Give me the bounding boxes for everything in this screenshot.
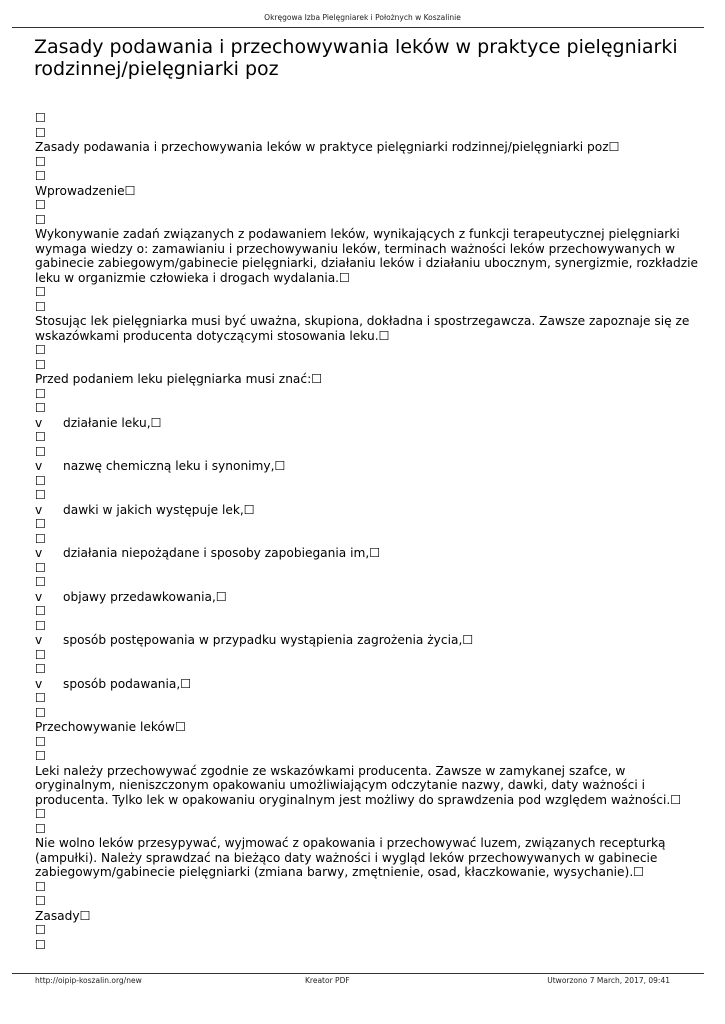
- document-body: [35, 111, 700, 952]
- section-heading-intro: Wprowadzenie☐: [35, 183, 136, 198]
- list-item: [35, 459, 700, 474]
- box-glyph: ☐: [35, 488, 46, 502]
- box-glyph: ☐: [35, 647, 46, 662]
- list-item: [35, 590, 700, 605]
- box-glyph: ☐: [35, 111, 46, 125]
- list-item: [35, 416, 700, 431]
- box-glyph: ☐: [35, 662, 46, 676]
- page-title: Zasady podawania i przechowywania leków w praktyce pielęgniarki rodzinnej/pielęgniarki poz: [34, 36, 678, 80]
- box-glyph: ☐: [35, 154, 46, 169]
- list-item-text: objawy przedawkowania,☐: [63, 589, 227, 604]
- box-glyph: ☐: [35, 618, 46, 633]
- intro-paragraph: Wykonywanie zadań związanych z podawaniem leków, wynikających z funkcji terapeutycznej pielęgniarki wymaga wiedzy o: zamawianiu i przechowywaniu leków, terminach ważności leków przechowywanych w gabinecie zabiegowym/gabinecie pielęgniarki, działaniu leków i działaniu ubocznym, synergizmie, rozkładzie leku w organizmie człowieka i drogach wydalania.☐: [35, 227, 698, 285]
- bullet-marker: v: [35, 459, 43, 473]
- box-glyph: ☐: [35, 212, 46, 227]
- list-item-text: sposób postępowania w przypadku wystąpienia zagrożenia życia,☐: [63, 633, 474, 647]
- box-glyph: ☐: [35, 604, 46, 618]
- box-glyph: ☐: [35, 125, 46, 140]
- box-glyph: ☐: [35, 198, 46, 212]
- box-glyph: ☐: [35, 937, 46, 952]
- box-glyph: ☐: [35, 894, 46, 908]
- footer-divider: [12, 973, 704, 974]
- box-glyph: ☐: [35, 473, 46, 488]
- footer-created: Utworzono 7 March, 2017, 09:41: [547, 976, 670, 985]
- list-item-text: dawki w jakich występuje lek,☐: [63, 502, 255, 517]
- bullet-marker: v: [35, 415, 43, 430]
- box-glyph: ☐: [35, 517, 46, 531]
- box-glyph: ☐: [35, 807, 46, 821]
- box-glyph: ☐: [35, 169, 46, 183]
- box-glyph: ☐: [35, 575, 46, 589]
- bullet-marker: v: [35, 546, 43, 560]
- storage-paragraph: Leki należy przechowywać zgodnie ze wskazówkami producenta. Zawsze w zamykanej szafce, w oryginalnym, nieniszczonym opakowaniu umożliwiającym odczytanie nazwy, dawki, daty ważności i producenta. Tylko lek w opakowaniu oryginalnym jest możliwy do sprawdzenia pod względem ważności.☐: [35, 763, 682, 807]
- list-item-text: nazwę chemiczną leku i synonimy,☐: [63, 459, 286, 473]
- box-glyph: ☐: [35, 705, 46, 720]
- box-glyph: ☐: [35, 923, 46, 937]
- footer-url: http://oipip-koszalin.org/new: [35, 976, 142, 985]
- list-item-text: działanie leku,☐: [63, 415, 162, 430]
- box-glyph: ☐: [35, 879, 46, 894]
- list-item-text: działania niepożądane i sposoby zapobiegania im,☐: [63, 546, 381, 560]
- bullet-marker: v: [35, 676, 43, 691]
- list-item: [35, 546, 700, 561]
- box-glyph: ☐: [35, 386, 46, 401]
- box-glyph: ☐: [35, 299, 46, 314]
- box-glyph: ☐: [35, 560, 46, 575]
- box-glyph: ☐: [35, 531, 46, 546]
- list-item: [35, 503, 700, 518]
- box-glyph: ☐: [35, 444, 46, 459]
- box-glyph: ☐: [35, 343, 46, 357]
- before-heading: Przed podaniem leku pielęgniarka musi znać:☐: [35, 372, 323, 386]
- footer-generator: Kreator PDF: [305, 976, 350, 985]
- box-glyph: ☐: [35, 734, 46, 749]
- box-glyph: ☐: [35, 691, 46, 705]
- box-glyph: ☐: [35, 749, 46, 763]
- box-glyph: ☐: [35, 401, 46, 415]
- list-item: [35, 677, 700, 692]
- box-glyph: ☐: [35, 821, 46, 836]
- box-glyph: ☐: [35, 357, 46, 372]
- header-divider: [12, 27, 704, 28]
- care-paragraph: Stosując lek pielęgniarka musi być uważna, skupiona, dokładna i spostrzegawcza. Zawsze zapoznaje się ze wskazówkami producenta dotyczącymi stosowania leku.☐: [35, 314, 690, 343]
- box-glyph: ☐: [35, 430, 46, 444]
- section-heading-storage: Przechowywanie leków☐: [35, 720, 186, 734]
- storage-paragraph: Nie wolno leków przesypywać, wyjmować z opakowania i przechowywać luzem, związanych recepturką (ampułki). Należy sprawdzać na bieżąco daty ważności i wygląd leków przechowywanych w gabinecie zabiegowym/gabinecie pielęgniarki (zmiana barwy, zmętnienie, osad, kłaczkowanie, wysychanie).☐: [35, 836, 666, 879]
- bullet-marker: v: [35, 502, 43, 517]
- section-heading-rules: Zasady☐: [35, 908, 91, 923]
- page-header: Okręgowa Izba Pielęgniarek i Położnych w Koszalinie: [264, 13, 461, 22]
- subtitle: Zasady podawania i przechowywania leków w praktyce pielęgniarki rodzinnej/pielęgniarki poz☐: [35, 140, 620, 154]
- list-item-text: sposób podawania,☐: [63, 676, 192, 691]
- bullet-marker: v: [35, 633, 43, 647]
- box-glyph: ☐: [35, 285, 46, 299]
- list-item: [35, 633, 700, 648]
- bullet-marker: v: [35, 589, 43, 604]
